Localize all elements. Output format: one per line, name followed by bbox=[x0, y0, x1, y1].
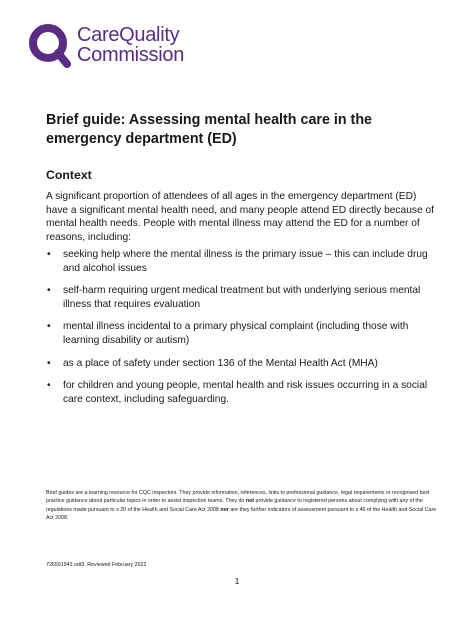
list-item bbox=[46, 357, 438, 371]
list-item-text: self-harm requiring urgent medical treatment but with underlying serious mental illness that requires evaluation bbox=[63, 285, 421, 310]
logo-line-2: Commission bbox=[77, 44, 185, 66]
disclaimer-emphasis-nor: nor bbox=[220, 506, 229, 513]
document-reference: 726591943.odt3. Reviewed February 2022 bbox=[46, 562, 147, 568]
reasons-list bbox=[46, 248, 438, 406]
bullet-icon: • bbox=[47, 321, 51, 333]
page-number: 1 bbox=[234, 577, 240, 586]
bullet-icon: • bbox=[47, 285, 51, 297]
bullet-icon: • bbox=[47, 249, 51, 260]
cqc-logo bbox=[27, 20, 184, 70]
list-item-text: as a place of safety under section 136 of the Mental Health Act (MHA) bbox=[63, 357, 378, 369]
cqc-logo-mark-icon bbox=[27, 22, 73, 68]
disclaimer-note bbox=[46, 489, 438, 523]
logo-line-1: CareQuality bbox=[77, 24, 180, 46]
page-title: Brief guide: Assessing mental health care in the emergency department (ED) bbox=[46, 112, 373, 147]
disclaimer-text-3: are they further indicators of assessment pursuant to s 46 of the Health and Social Care Act 2008. bbox=[46, 506, 437, 522]
disclaimer-text-1: Brief guides are a learning resource for CQC inspectors. They provide information, references, links to professional guidance, legal requirements or recognised best practice guidance about particular topics in order to assist inspection teams. They do bbox=[46, 490, 430, 505]
bullet-icon: • bbox=[47, 380, 51, 392]
list-item bbox=[46, 284, 438, 311]
list-item-text: mental illness incidental to a primary physical complaint (including those with learning disability or autism) bbox=[63, 321, 409, 346]
list-item-text: for children and young people, mental health and risk issues occurring in a social care context, including safeguarding. bbox=[63, 380, 428, 405]
disclaimer-emphasis-not: not bbox=[245, 498, 255, 505]
intro-paragraph: A significant proportion of attendees of all ages in the emergency department (ED) have a significant mental health need, and many people attend ED directly because of mental health needs. People with mental illness may attend the ED for a number of reasons, including: bbox=[46, 191, 434, 243]
list-item bbox=[46, 379, 438, 406]
list-item-text: seeking help where the mental illness is the primary issue – this can include drug and alcohol issues bbox=[63, 249, 428, 274]
disclaimer-text-2: provide guidance to registered persons about complying with any of the regulations made pursuant to s 20 of the Health and Social Care Act 2008 bbox=[46, 498, 423, 513]
list-item bbox=[46, 248, 438, 275]
section-heading-context: Context bbox=[46, 168, 92, 182]
bullet-icon: • bbox=[47, 357, 51, 369]
list-item bbox=[46, 320, 438, 347]
cqc-logo-text bbox=[77, 25, 184, 65]
